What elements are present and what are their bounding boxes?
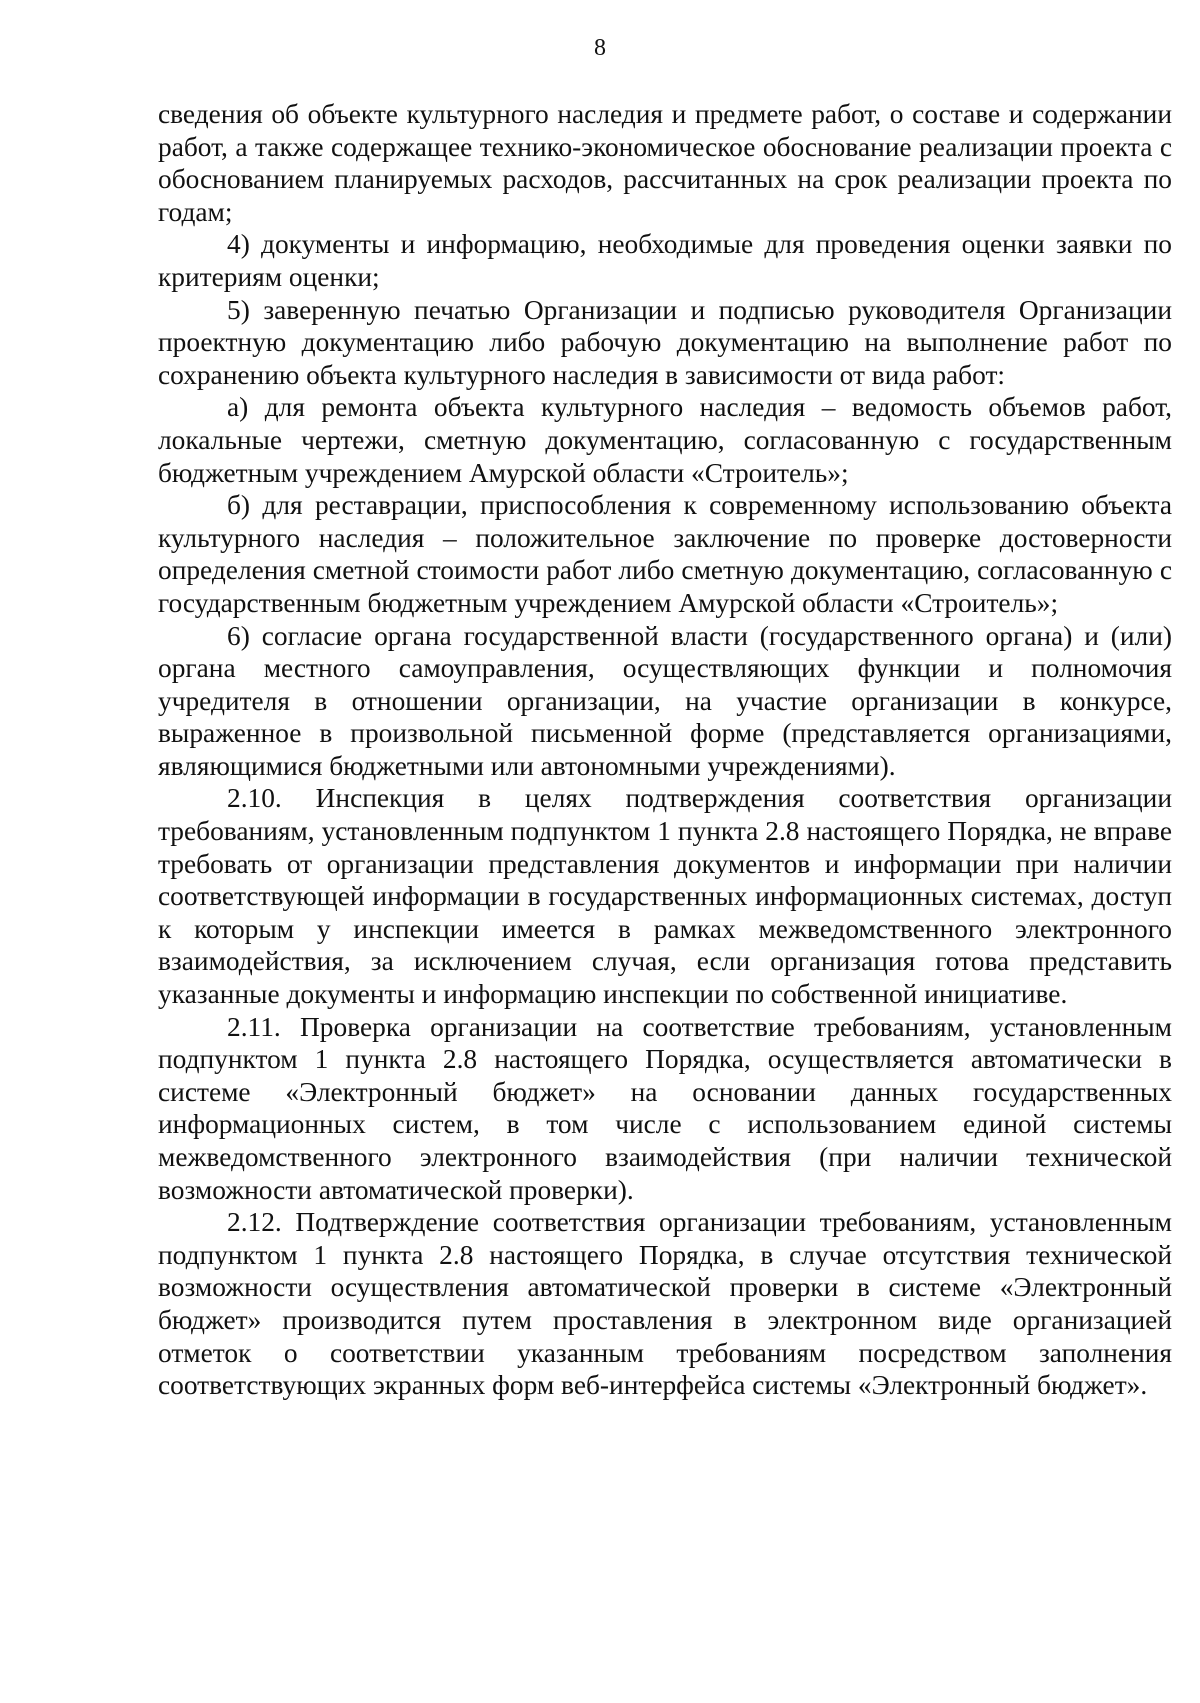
- paragraph-subitem-a: а) для ремонта объекта культурного наследия – ведомость объемов работ, локальные чертежи, сметную документацию, согласованную с государственным бюджетным учреждением Амурской области «Строитель»;: [158, 392, 1172, 488]
- paragraph-2-12: 2.12. Подтверждение соответствия организации требованиям, установленным подпунктом 1 пункта 2.8 настоящего Порядка, в случае отсутствия технической возможности осуществления автоматической проверки в системе «Электронный бюджет» производится путем проставления в электронном виде организацией отметок о соответствии указанным требованиям посредством заполнения соответствующих экранных форм веб-интерфейса системы «Электронный бюджет».: [158, 1207, 1172, 1401]
- paragraph-item-6: 6) согласие органа государственной власти (государственного органа) и (или) органа местного самоуправления, осуществляющих функции и полномочия учредителя в отношении организации, на участие организации в конкурсе, выраженное в произвольной письменной форме (представляется организациями, являющимися бюджетными или автономными учреждениями).: [158, 620, 1172, 781]
- paragraph-continuation: сведения об объекте культурного наследия и предмете работ, о составе и содержании работ, а также содержащее технико-экономическое обоснование реализации проекта с обоснованием планируемых расходов, рассчитанных на срок реализации проекта по годам;: [158, 99, 1172, 227]
- paragraph-item-4: 4) документы и информацию, необходимые для проведения оценки заявки по критериям оценки;: [158, 229, 1172, 292]
- paragraph-2-10: 2.10. Инспекция в целях подтверждения соответствия организации требованиям, установленным подпунктом 1 пункта 2.8 настоящего Порядка, не вправе требовать от организации представления документов и информации при наличии соответствующей информации в государственных информационных системах, доступ к которым у инспекции имеется в рамках межведомственного электронного взаимодействия, за исключением случая, если организация готова представить указанные документы и информацию инспекции по собственной инициативе.: [158, 783, 1172, 1010]
- page-number: 8: [594, 35, 606, 61]
- paragraph-item-5: 5) заверенную печатью Организации и подписью руководителя Организации проектную документацию либо рабочую документацию на выполнение работ по сохранению объекта культурного наследия в зависимости от вида работ:: [158, 294, 1172, 390]
- paragraph-subitem-b: б) для реставрации, приспособления к современному использованию объекта культурного наследия – положительное заключение по проверке достоверности определения сметной стоимости работ либо сметную документацию, согласованную с государственным бюджетным учреждением Амурской области «Строитель»;: [158, 490, 1172, 618]
- document-body: [158, 98, 1172, 1402]
- paragraph-2-11: 2.11. Проверка организации на соответствие требованиям, установленным подпунктом 1 пункта 2.8 настоящего Порядка, осуществляется автоматически в системе «Электронный бюджет» на основании данных государственных информационных систем, в том числе с использованием единой системы межведомственного электронного взаимодействия (при наличии технической возможности автоматической проверки).: [158, 1011, 1172, 1205]
